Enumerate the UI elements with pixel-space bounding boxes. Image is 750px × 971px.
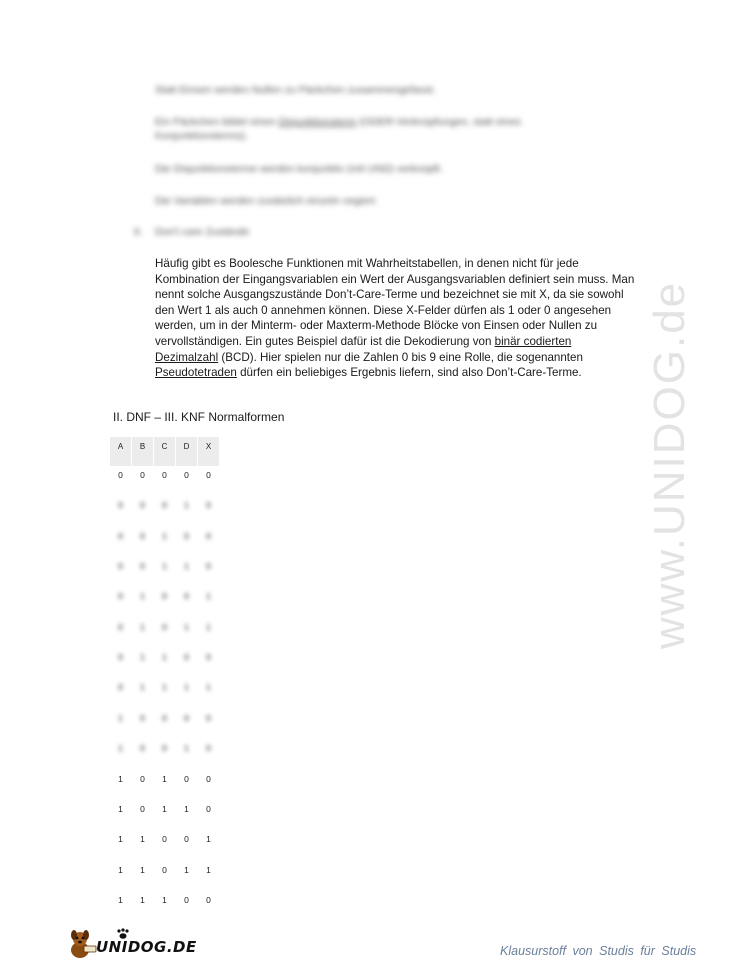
table-cell: 1 xyxy=(206,682,211,693)
blurred-text: Die Disjunktionsterme werden konjunktiv (mit UND) verknüpft. xyxy=(155,163,443,175)
blurred-list-item xyxy=(134,226,249,238)
table-cell: 0 xyxy=(184,530,189,541)
table-cell: 1 xyxy=(162,652,167,663)
table-cell: 0 xyxy=(162,712,167,723)
table-row xyxy=(110,531,220,541)
table-cell: 1 xyxy=(118,773,123,784)
table-cell: 0 xyxy=(206,773,211,784)
table-cell: 1 xyxy=(162,682,167,693)
table-cell: 0 xyxy=(206,530,211,541)
table-cell: 1 xyxy=(206,621,211,632)
table-cell: 0 xyxy=(140,530,145,541)
paragraph-line: nennt solche Ausgangszustände Don’t-Care-Terme und bezeichnet sie mit X, da sie sowohl xyxy=(155,288,624,302)
pseudotetraden-link[interactable]: Pseudotetraden xyxy=(155,366,237,380)
table-row xyxy=(110,895,220,905)
table-cell: 1 xyxy=(118,834,123,845)
table-cell: 1 xyxy=(140,682,145,693)
table-cell: 0 xyxy=(184,591,189,602)
paragraph-line xyxy=(155,350,643,366)
table-cell: 0 xyxy=(184,834,189,845)
blurred-text: Konjunktionsterms). xyxy=(155,130,248,142)
paragraph-line: Häufig gibt es Boolesche Funktionen mit Wahrheitstabellen, in denen nicht für jede xyxy=(155,257,579,270)
table-cell: 1 xyxy=(184,621,189,632)
table-row xyxy=(110,804,220,814)
header-cell-d: D xyxy=(176,437,197,466)
table-row xyxy=(110,713,220,723)
table-cell: 1 xyxy=(184,743,189,754)
table-cell: 1 xyxy=(206,864,211,875)
table-cell: 0 xyxy=(184,712,189,723)
table-cell: 1 xyxy=(118,803,123,814)
table-row xyxy=(110,500,220,510)
table-cell: 0 xyxy=(140,803,145,814)
table-row xyxy=(110,561,220,571)
table-cell: 0 xyxy=(206,712,211,723)
header-cell-a: A xyxy=(110,437,131,466)
table-cell: 1 xyxy=(140,864,145,875)
table-cell: 1 xyxy=(184,682,189,693)
blurred-paragraph-2 xyxy=(155,115,575,143)
watermark-text: www.UNIDOG.de xyxy=(645,280,695,650)
table-cell: 0 xyxy=(140,470,145,480)
table-cell: 0 xyxy=(162,743,167,754)
section-heading: II. DNF – III. KNF Normalformen xyxy=(113,410,285,424)
paragraph-text: (BCD). Hier spielen nur die Zahlen 0 bis 9 eine Rolle, die sogenannten xyxy=(218,350,583,364)
logo-text: UNIDOG.DE xyxy=(96,938,197,956)
unidog-logo xyxy=(66,928,197,962)
paragraph-line xyxy=(155,334,643,350)
truth-table-header xyxy=(110,437,220,466)
header-cell-b: B xyxy=(132,437,153,466)
table-cell: 1 xyxy=(140,652,145,663)
blurred-text: Ein Päckchen bildet einen xyxy=(155,116,279,128)
table-cell: 1 xyxy=(184,803,189,814)
paragraph-line: werden, um in der Minterm- oder Maxterm-Methode Blöcke von Einsen oder Nullen zu xyxy=(155,319,598,333)
table-row xyxy=(110,622,220,632)
table-cell: 0 xyxy=(118,621,123,632)
paragraph-text: dürfen ein beliebiges Ergebnis liefern, sind also Don’t-Care-Terme. xyxy=(236,366,582,380)
table-cell: 1 xyxy=(206,834,211,845)
table-cell: 1 xyxy=(140,834,145,845)
table-cell: 1 xyxy=(184,864,189,875)
blurred-text: Die Variablen werden zusätzlich einzeln negiert. xyxy=(155,195,378,207)
table-cell: 0 xyxy=(118,652,123,663)
binaer-codierten-link[interactable]: binär codierten xyxy=(494,334,572,348)
table-cell: 1 xyxy=(140,591,145,602)
table-row xyxy=(110,591,220,601)
table-cell: 0 xyxy=(206,500,211,511)
table-cell: 1 xyxy=(118,712,123,723)
table-cell: 0 xyxy=(162,591,167,602)
table-cell: 0 xyxy=(118,591,123,602)
table-cell: 0 xyxy=(206,803,211,814)
table-cell: 0 xyxy=(140,773,145,784)
table-row xyxy=(110,834,220,844)
header-cell-c: C xyxy=(154,437,175,466)
dont-care-paragraph xyxy=(155,256,643,381)
table-row xyxy=(110,470,220,480)
paragraph-line: den Wert 1 als auch 0 annehmen können. Diese X-Felder dürfen als 1 oder 0 angesehen xyxy=(155,303,612,317)
dezimalzahl-link[interactable]: Dezimalzahl xyxy=(155,350,219,364)
table-cell: 0 xyxy=(162,864,167,875)
table-cell: 1 xyxy=(140,621,145,632)
header-cell-x: X xyxy=(198,437,219,466)
table-row xyxy=(110,865,220,875)
blurred-text: (ODER-Verknüpfungen, statt eines xyxy=(356,116,521,128)
table-cell: 1 xyxy=(184,561,189,572)
table-cell: 0 xyxy=(140,500,145,511)
table-cell: 0 xyxy=(162,621,167,632)
table-cell: 0 xyxy=(162,834,167,845)
table-cell: 0 xyxy=(118,500,123,511)
paragraph-line: Kombination der Eingangsvariablen ein Wert der Ausgangsvariablen definiert sein muss. Man xyxy=(155,272,635,286)
table-cell: 0 xyxy=(184,470,189,480)
table-cell: 0 xyxy=(184,894,189,905)
table-cell: 0 xyxy=(162,470,167,480)
table-cell: 0 xyxy=(184,652,189,663)
blurred-paragraph-3 xyxy=(155,162,443,176)
list-number: 6. xyxy=(134,226,143,238)
blurred-text: Statt Einsen werden Nullen zu Päckchen zusammengefasst. xyxy=(155,84,436,96)
table-cell: 1 xyxy=(206,591,211,602)
table-cell: 1 xyxy=(162,530,167,541)
table-cell: 0 xyxy=(206,743,211,754)
table-cell: 1 xyxy=(162,894,167,905)
table-cell: 1 xyxy=(162,561,167,572)
table-cell: 0 xyxy=(140,743,145,754)
table-cell: 1 xyxy=(184,500,189,511)
disjunktionsterm-link[interactable]: Disjunktionsterm xyxy=(278,116,357,128)
table-cell: 0 xyxy=(118,682,123,693)
blurred-paragraph-1 xyxy=(155,83,436,97)
blurred-paragraph-4 xyxy=(155,194,378,208)
table-cell: 1 xyxy=(140,894,145,905)
watermark xyxy=(640,255,700,675)
table-row xyxy=(110,682,220,692)
table-cell: 0 xyxy=(206,561,211,572)
table-cell: 0 xyxy=(118,561,123,572)
table-cell: 0 xyxy=(206,894,211,905)
footer-tagline: Klausurstoff von Studis für Studis xyxy=(500,944,697,958)
table-cell: 0 xyxy=(162,500,167,511)
table-cell: 1 xyxy=(162,803,167,814)
table-cell: 0 xyxy=(118,470,123,480)
table-cell: 1 xyxy=(162,773,167,784)
table-cell: 0 xyxy=(206,470,211,480)
table-cell: 0 xyxy=(206,652,211,663)
table-cell: 1 xyxy=(118,894,123,905)
table-cell: 1 xyxy=(118,864,123,875)
list-item-title: Don't care Zustände xyxy=(155,226,250,238)
table-cell: 0 xyxy=(140,561,145,572)
table-row xyxy=(110,743,220,753)
table-cell: 0 xyxy=(118,530,123,541)
table-row xyxy=(110,652,220,662)
table-cell: 0 xyxy=(184,773,189,784)
table-row xyxy=(110,774,220,784)
table-cell: 1 xyxy=(118,743,123,754)
paragraph-line xyxy=(155,365,643,381)
paragraph-text: vervollständigen. Ein gutes Beispiel dafür ist die Dekodierung von xyxy=(155,334,495,348)
table-cell: 0 xyxy=(140,712,145,723)
